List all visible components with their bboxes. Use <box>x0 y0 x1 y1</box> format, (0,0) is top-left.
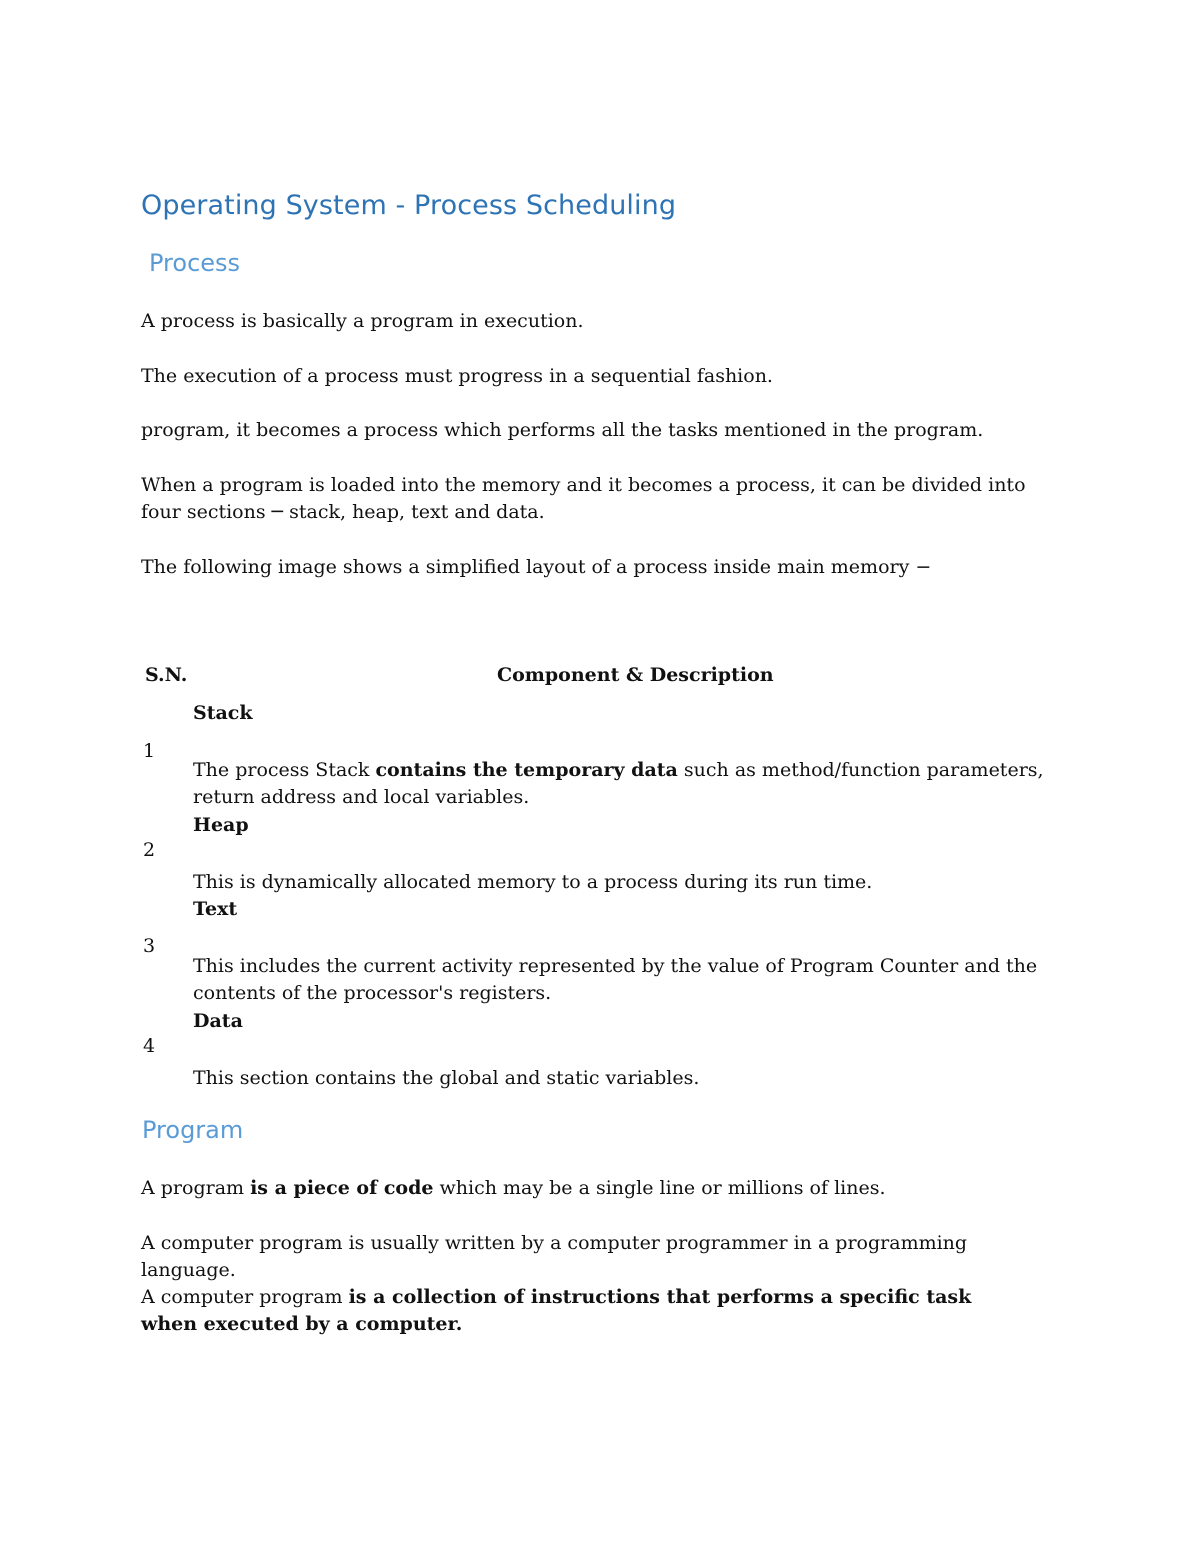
paragraph-process-5: The following image shows a simplified layout of a process inside main memory − <box>141 556 932 578</box>
table-header-sn: S.N. <box>145 664 188 686</box>
paragraph-process-1: A process is basically a program in execution. <box>141 310 584 332</box>
page-title: Operating System - Process Scheduling <box>141 190 677 221</box>
heading-process: Process <box>149 249 241 277</box>
table-header-component: Component & Description <box>497 664 774 686</box>
description-text: such as method/function parameters, return address and local variables. <box>193 759 1044 808</box>
paragraph-text: A program <box>141 1177 251 1199</box>
component-description: This is dynamically allocated memory to a process during its run time. <box>193 871 873 893</box>
paragraph-bold-text: is a piece of code <box>250 1177 434 1199</box>
component-title: Data <box>193 1010 243 1032</box>
paragraph-program-2: A computer program is usually written by a computer programmer in a programming language. <box>141 1232 968 1281</box>
row-number: 4 <box>143 1035 156 1057</box>
paragraph-program-3 <box>141 1284 1001 1338</box>
paragraph-text: A computer program <box>141 1286 349 1308</box>
row-number: 1 <box>143 740 156 762</box>
heading-program: Program <box>142 1116 244 1144</box>
component-description: This includes the current activity represented by the value of Program Counter and the contents of the processor's registers. <box>193 955 1038 1004</box>
paragraph-process-2: The execution of a process must progress in a sequential fashion. <box>141 365 773 387</box>
description-text: The process Stack <box>193 759 376 781</box>
component-description <box>193 757 1053 811</box>
row-number: 2 <box>143 839 156 861</box>
description-bold-text: contains the temporary data <box>375 759 678 781</box>
paragraph-process-3: program, it becomes a process which performs all the tasks mentioned in the program. <box>141 419 984 441</box>
paragraph-text: which may be a single line or millions of lines. <box>433 1177 886 1199</box>
component-description: This section contains the global and static variables. <box>193 1067 700 1089</box>
paragraph-bold-text: is a collection of instructions that performs a specific task when executed by a computer. <box>141 1286 972 1335</box>
component-title: Stack <box>193 702 253 724</box>
paragraph-process-4: When a program is loaded into the memory and it becomes a process, it can be divided into four sections ─ stack, heap, text and data. <box>141 474 1026 523</box>
row-number: 3 <box>143 935 156 957</box>
paragraph-program-1 <box>141 1175 1061 1202</box>
component-title: Heap <box>193 814 249 836</box>
component-title: Text <box>193 898 238 920</box>
